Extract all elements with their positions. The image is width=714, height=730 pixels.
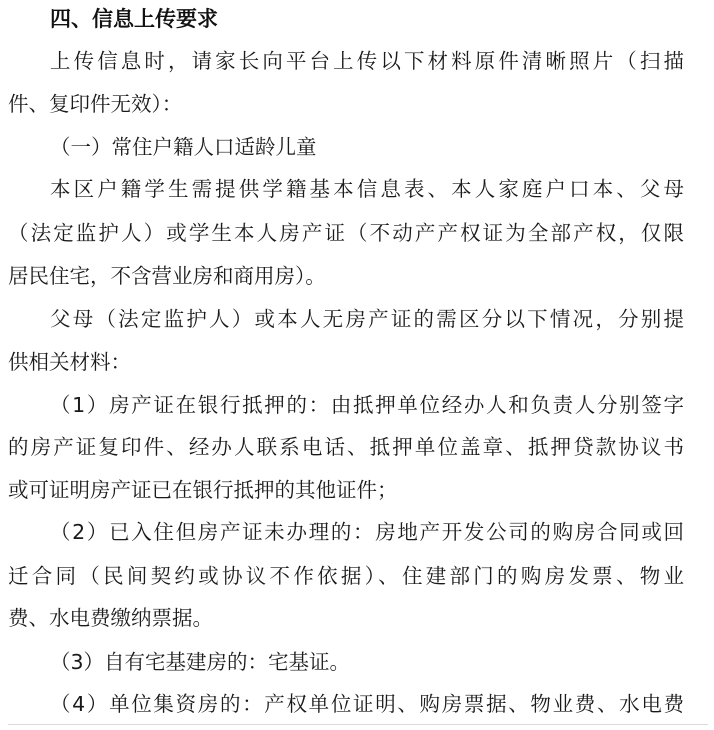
- list-item-line: （3）自有宅基建房的：宅基证。: [50, 650, 351, 674]
- paragraph-line: 父母（法定监护人）或本人无房产证的需区分以下情况，分别提: [50, 307, 684, 331]
- paragraph-line: 上传信息时，请家长向平台上传以下材料原件清晰照片（扫描: [50, 49, 684, 73]
- list-item-line: 费、水电费缴纳票据。: [8, 606, 213, 630]
- paragraph-line: （法定监护人）或学生本人房产证（不动产产权证为全部产权，仅限: [8, 221, 684, 245]
- list-item-line: 或可证明房产证已在银行抵押的其他证件；: [8, 478, 398, 502]
- paragraph-line: 居民住宅，不含营业房和商用房）。: [8, 264, 326, 288]
- section-heading: 四、信息上传要求: [50, 7, 218, 31]
- list-item-line: 迁合同（民间契约或协议不作依据）、住建部门的购房发票、物业: [8, 564, 684, 588]
- list-item-line: （4）单位集资房的：产权单位证明、购房票据、物业费、水电费: [50, 692, 684, 716]
- paragraph-line: 件、复印件无效）：: [8, 92, 183, 116]
- list-item-line: （2）已入住但房产证未办理的：房地产开发公司的购房合同或回: [50, 520, 684, 544]
- list-item-line: （1）房产证在银行抵押的：由抵押单位经办人和负责人分别签字: [50, 393, 684, 417]
- bottom-divider: [8, 724, 708, 725]
- paragraph-line: 供相关材料：: [8, 350, 131, 374]
- list-item-line: 的房产证复印件、经办人联系电话、抵押单位盖章、抵押贷款协议书: [8, 435, 684, 459]
- subsection-heading: （一）常住户籍人口适龄儿童: [50, 135, 317, 159]
- paragraph-line: 本区户籍学生需提供学籍基本信息表、本人家庭户口本、父母: [50, 177, 684, 201]
